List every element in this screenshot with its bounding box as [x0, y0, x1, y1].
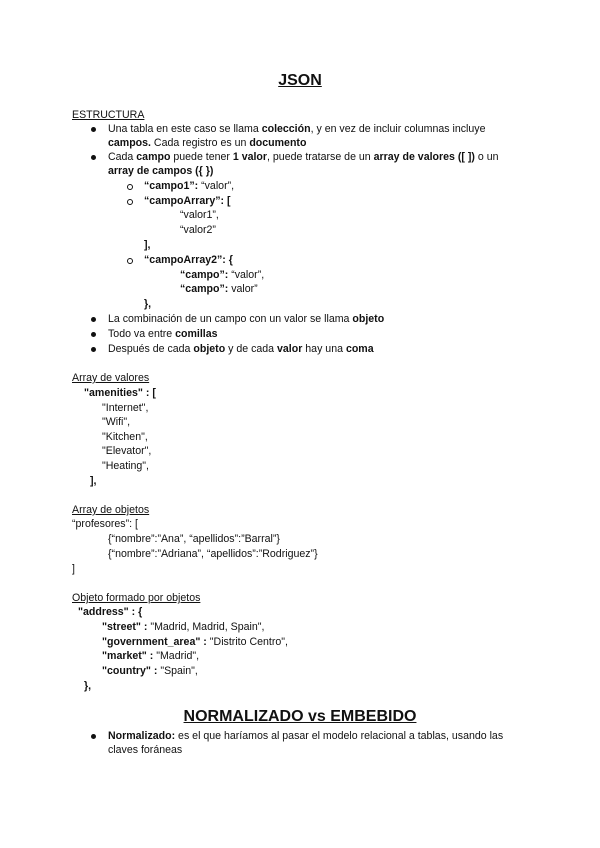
example-valor2: “valor2” [180, 224, 216, 236]
estructura-bullet-2-line-1: Cada campo puede tener 1 valor, puede tratarse de un array de valores ([ ]) o un [108, 151, 499, 163]
objeto-row-street: "street" : "Madrid, Madrid, Spain", [102, 621, 265, 633]
example-campo-array2: “campoArray2”: { [144, 254, 233, 266]
array-valores-key: "amenities" : [ [84, 387, 156, 399]
estructura-bullet-3: La combinación de un campo con un valor se llama objeto [108, 313, 385, 325]
estructura-bullet-2-line-2: array de campos ({ }) [108, 165, 214, 177]
example-close-2: }, [144, 298, 152, 310]
bullet-icon [91, 734, 96, 739]
estructura-bullet-1-line-2: campos. Cada registro es un documento [108, 137, 307, 149]
estructura-bullet-5: Después de cada objeto y de cada valor hay una coma [108, 343, 374, 355]
example-campo-array: “campoArrary”: [ [144, 195, 231, 207]
section-heading-array-objetos: Array de objetos [72, 504, 150, 516]
array-valores-item: "Internet", [102, 402, 149, 414]
section-heading-estructura: ESTRUCTURA [72, 109, 145, 121]
objeto-row-country: "country" : "Spain", [102, 665, 198, 677]
example-valor1: “valor1”, [180, 209, 219, 221]
circle-bullet-icon [127, 199, 133, 205]
example-close-1: ], [144, 239, 151, 251]
normalizado-line-2: claves foráneas [108, 744, 183, 756]
objeto-key: "address" : { [78, 606, 143, 618]
objeto-close: }, [84, 680, 92, 692]
normalizado-line-1: Normalizado: es el que haríamos al pasar el modelo relacional a tablas, usando las [108, 730, 504, 742]
objeto-row-market: "market" : "Madrid", [102, 650, 200, 662]
example-campo-b: “campo”: valor” [180, 283, 258, 295]
array-objetos-item-1: {“nombre”:”Ana”, “apellidos”:”Barral”} [108, 533, 280, 545]
example-campo-a: “campo”: “valor”, [180, 269, 265, 281]
estructura-bullet-4: Todo va entre comillas [108, 328, 218, 340]
array-valores-item: "Wifi", [102, 416, 131, 428]
circle-bullet-icon [127, 184, 133, 190]
circle-bullet-icon [127, 258, 133, 264]
array-objetos-close: ] [72, 563, 75, 575]
section-heading-objeto-objetos: Objeto formado por objetos [72, 592, 201, 604]
array-valores-item: "Heating", [102, 460, 149, 472]
bullet-icon [91, 127, 96, 132]
array-valores-item: "Elevator", [102, 445, 152, 457]
array-valores-item: "Kitchen", [102, 431, 148, 443]
bullet-icon [91, 347, 96, 352]
bullet-icon [91, 155, 96, 160]
array-objetos-key: “profesores”: [ [72, 518, 138, 530]
estructura-bullet-1-line-1: Una tabla en este caso se llama colección, y en vez de incluir columnas incluye [108, 123, 486, 135]
page-title: JSON [278, 72, 322, 89]
example-campo1: “campo1”: “valor”, [144, 180, 235, 192]
bullet-icon [91, 317, 96, 322]
bullet-icon [91, 332, 96, 337]
section-heading-array-valores: Array de valores [72, 372, 150, 384]
section-title-normalizado: NORMALIZADO vs EMBEBIDO [183, 708, 417, 725]
array-valores-close: ], [90, 475, 97, 487]
array-objetos-item-2: {“nombre”:”Adriana”, “apellidos”:”Rodriguez”} [108, 548, 318, 560]
objeto-row-government-area: "government_area" : "Distrito Centro", [102, 636, 288, 648]
